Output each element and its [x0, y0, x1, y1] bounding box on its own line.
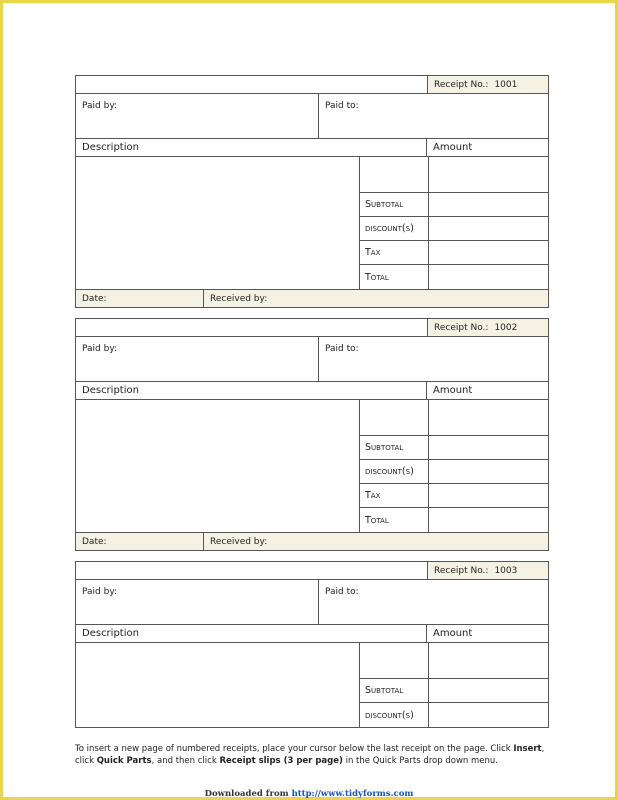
subtotal-amount[interactable]: [429, 679, 548, 703]
receipt-number-value: 1003: [494, 565, 518, 576]
download-credit: Downloaded from http://www.tidyforms.com: [204, 789, 414, 799]
tax-label: Tax: [360, 241, 428, 265]
amount-header: Amount: [433, 142, 473, 153]
receipt-header-row: [76, 76, 548, 94]
subtotal-label: Subtotal: [360, 193, 428, 217]
paid-to-field[interactable]: Paid to:: [325, 587, 359, 597]
subtotal-amount[interactable]: [429, 436, 548, 460]
subtotal-amount[interactable]: [429, 193, 548, 217]
amount-cell[interactable]: [429, 400, 548, 436]
subtotal-label: Subtotal: [360, 679, 428, 703]
date-field[interactable]: Date:: [76, 533, 204, 550]
total-label: Total: [365, 514, 389, 526]
description-header: Description: [76, 625, 427, 642]
instructions-text: To insert a new page of numbered receipts, place your cursor below the last receipt on the page. Click Insert, click Quick Parts, and then click Receipt slips (3 per page) in the Quick Parts drop down menu.: [75, 744, 545, 766]
description-area[interactable]: [76, 400, 360, 532]
amount-header: Amount: [433, 628, 473, 639]
line-items: [76, 643, 548, 727]
paid-by-field[interactable]: Paid by:: [76, 580, 319, 624]
column-header-row: [76, 382, 548, 400]
tax-label: Tax: [360, 484, 428, 508]
description-area[interactable]: [76, 643, 360, 727]
date-field[interactable]: Date:: [76, 290, 204, 307]
paid-by-field[interactable]: Paid by:: [76, 337, 319, 381]
receipt-header-row: [76, 562, 548, 580]
receipt-number-value: 1001: [494, 79, 518, 90]
footer-row: [76, 533, 548, 550]
receipt-slips-keyword: Receipt slips (3 per page): [219, 756, 343, 766]
column-header-row: [76, 139, 548, 157]
receipt-header-row: [76, 319, 548, 337]
footer-row: [76, 290, 548, 307]
tax-amount[interactable]: [429, 241, 548, 265]
total-amount[interactable]: [429, 265, 548, 289]
receipt-2: [75, 318, 549, 551]
paid-to-field[interactable]: Paid to:: [325, 344, 359, 354]
amount-cell[interactable]: [429, 157, 548, 193]
column-header-row: [76, 625, 548, 643]
discounts-amount[interactable]: [429, 217, 548, 241]
receipt-1: [75, 75, 549, 308]
receipt-number-value: 1002: [494, 322, 518, 333]
subtotal-label: Subtotal: [360, 436, 428, 460]
discounts-amount[interactable]: [429, 703, 548, 727]
description-header: Description: [76, 139, 427, 156]
tidyforms-link[interactable]: http://www.tidyforms.com: [291, 789, 414, 799]
receipt-3: [75, 561, 549, 728]
receipt-number: Receipt No.: 1002: [428, 319, 548, 336]
amount-cell[interactable]: [429, 643, 548, 679]
paid-by-field[interactable]: Paid by:: [76, 94, 319, 138]
line-items: [76, 400, 548, 533]
paid-row: [76, 94, 548, 139]
receipt-number: Receipt No.: 1003: [428, 562, 548, 579]
quick-parts-keyword: Quick Parts: [96, 756, 152, 766]
discounts-label: discount(s): [365, 709, 414, 721]
paid-row: [76, 337, 548, 382]
receipt-number: Receipt No.: 1001: [428, 76, 548, 93]
paid-to-field[interactable]: Paid to:: [325, 101, 359, 111]
paid-row: [76, 580, 548, 625]
discounts-label: discount(s): [360, 217, 428, 241]
total-amount[interactable]: [429, 508, 548, 532]
tax-amount[interactable]: [429, 484, 548, 508]
insert-keyword: Insert: [513, 744, 542, 754]
description-header: Description: [76, 382, 427, 399]
discounts-label: discount(s): [360, 460, 428, 484]
received-by-field[interactable]: Received by:: [210, 536, 268, 547]
description-area[interactable]: [76, 157, 360, 289]
discounts-amount[interactable]: [429, 460, 548, 484]
line-items: [76, 157, 548, 290]
amount-header: Amount: [433, 385, 473, 396]
total-label: Total: [365, 271, 389, 283]
received-by-field[interactable]: Received by:: [210, 293, 268, 304]
